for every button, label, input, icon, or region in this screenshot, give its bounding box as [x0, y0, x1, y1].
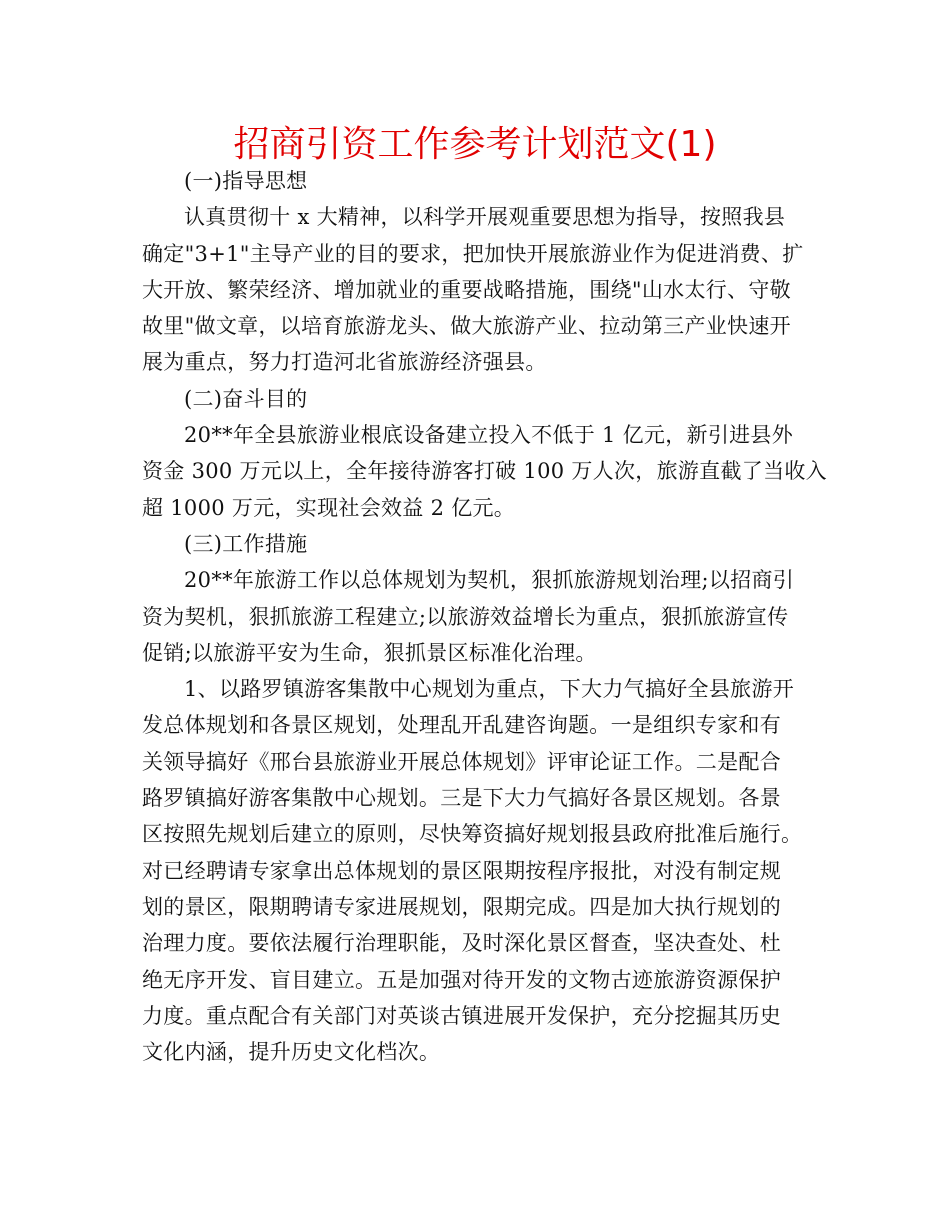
- document-body: [142, 163, 827, 1070]
- paragraph-line: 1、以路罗镇游客集散中心规划为重点，下大力气搞好全县旅游开: [184, 677, 795, 702]
- paragraph-line: 确定"3+1"主导产业的目的要求，把加快开展旅游业作为促进消费、扩: [142, 241, 804, 266]
- paragraph-line: 划的景区，限期聘请专家进展规划，限期完成。四是加大执行规划的: [142, 894, 781, 919]
- paragraph-line: 大开放、繁荣经济、增加就业的重要战略措施，围绕"山水太行、守敬: [142, 277, 791, 302]
- paragraph-line: 资为契机，狠抓旅游工程建立;以旅游效益增长为重点，狠抓旅游宣传: [142, 604, 789, 629]
- paragraph-line: 促销;以旅游平安为生命，狠抓景区标准化治理。: [142, 640, 597, 665]
- paragraph-line: 治理力度。要依法履行治理职能，及时深化景区督查，坚决查处、杜: [142, 931, 781, 956]
- paragraph-line: 力度。重点配合有关部门对英谈古镇进展开发保护，充分挖掘其历史: [142, 1003, 781, 1028]
- paragraph-line: 区按照先规划后建立的原则，尽快筹资搞好规划报县政府批准后施行。: [142, 822, 803, 847]
- paragraph-line: 对已经聘请专家拿出总体规划的景区限期按程序报批，对没有制定规: [142, 858, 781, 883]
- paragraph-line: 展为重点，努力打造河北省旅游经济强县。: [142, 350, 547, 375]
- paragraph-line: 故里"做文章，以培育旅游龙头、做大旅游产业、拉动第三产业快速开: [142, 314, 791, 339]
- section-heading-measures: (三)工作措施: [184, 531, 308, 556]
- paragraph-line: 路罗镇搞好游客集散中心规划。三是下大力气搞好各景区规划。各景: [142, 786, 781, 811]
- paragraph-line: 绝无序开发、盲目建立。五是加强对待开发的文物古迹旅游资源保护: [142, 967, 781, 992]
- paragraph-line: 关领导搞好《邢台县旅游业开展总体规划》评审论证工作。二是配合: [142, 749, 781, 774]
- paragraph-line: 文化内涵，提升历史文化档次。: [142, 1040, 441, 1065]
- document-title: 招商引资工作参考计划范文(1): [233, 124, 717, 165]
- paragraph-line: 20**年全县旅游业根底设备建立投入不低于 1 亿元，新引进县外: [184, 423, 794, 448]
- paragraph-line: 认真贯彻十 x 大精神，以科学开展观重要思想为指导，按照我县: [184, 205, 786, 230]
- section-heading-goals: (二)奋斗目的: [184, 386, 308, 411]
- section-heading-guiding-thought: (一)指导思想: [184, 169, 308, 193]
- paragraph-line: 资金 300 万元以上，全年接待游客打破 100 万人次，旅游直截了当收入: [142, 459, 827, 484]
- paragraph-line: 超 1000 万元，实现社会效益 2 亿元。: [142, 495, 516, 520]
- paragraph-line: 发总体规划和各景区规划，处理乱开乱建咨询题。一是组织专家和有: [142, 713, 781, 738]
- paragraph-line: 20**年旅游工作以总体规划为契机，狠抓旅游规划治理;以招商引: [184, 568, 795, 593]
